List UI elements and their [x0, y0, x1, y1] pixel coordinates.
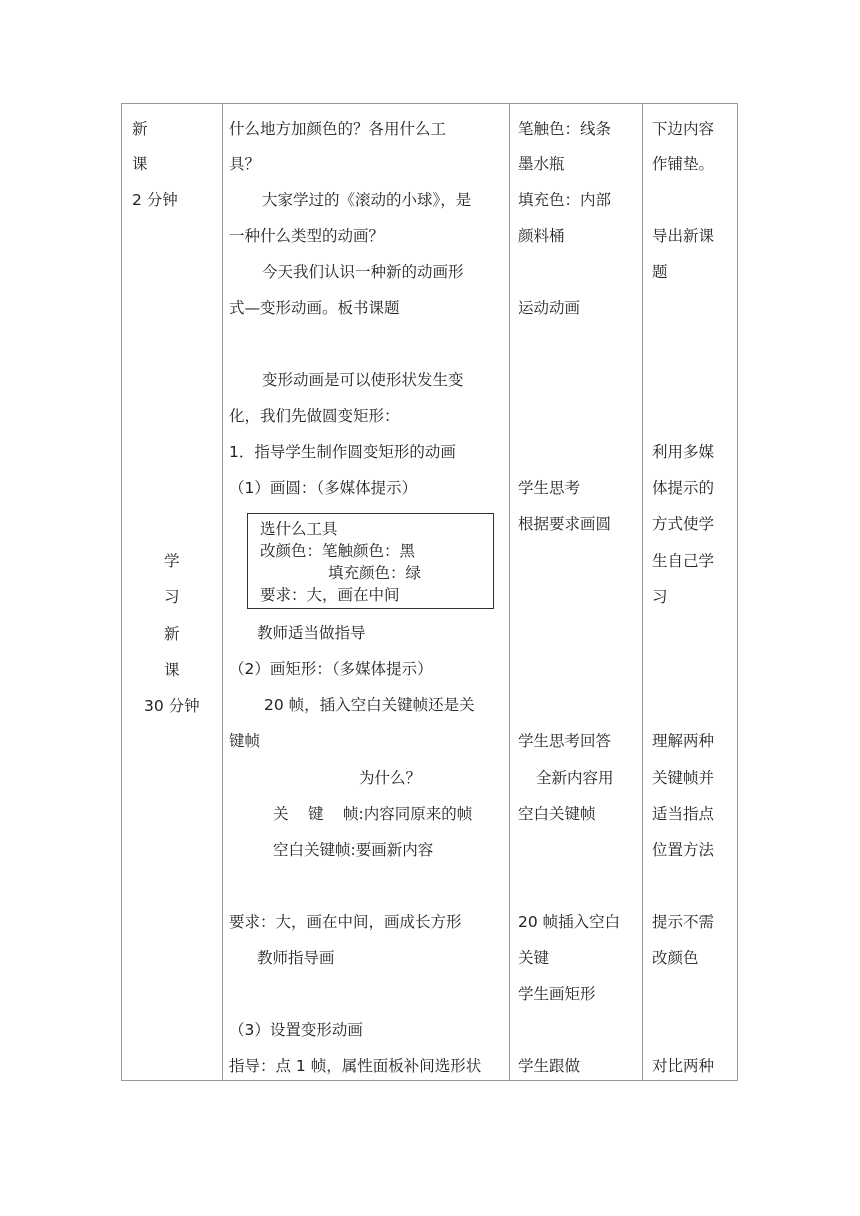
teacher-text: 今天我们认识一种新的动画形 — [262, 263, 464, 281]
column-divider — [642, 104, 643, 1080]
column-divider — [222, 104, 223, 1080]
intent-text: 提示不需 — [652, 913, 715, 931]
hint-line: 要求：大，画在中间 — [260, 586, 400, 604]
teacher-text: 键 — [308, 805, 324, 823]
intent-text: 体提示的 — [652, 479, 715, 497]
student-text: 运动动画 — [518, 299, 581, 317]
student-text: 学生跟做 — [518, 1057, 581, 1075]
teacher-text: 要求：大，画在中间，画成长方形 — [229, 913, 462, 931]
teacher-text: （1）画圆：（多媒体提示） — [229, 479, 418, 497]
intent-text: 生自己学 — [652, 552, 715, 570]
teacher-text: 教师适当做指导 — [257, 624, 366, 642]
hint-line: 填充颜色：绿 — [328, 564, 422, 582]
teacher-text: 键帧 — [229, 732, 261, 750]
intent-text: 下边内容 — [652, 120, 715, 138]
intent-text: 习 — [652, 588, 668, 606]
teacher-text: 关 — [273, 805, 289, 823]
stage-char: 新 — [132, 120, 148, 138]
student-text: 空白关键帧 — [518, 805, 596, 823]
teacher-text: 教师指导画 — [257, 949, 335, 967]
stage-char: 习 — [164, 588, 180, 606]
intent-text: 导出新课 — [652, 227, 715, 245]
student-text: 填充色：内部 — [518, 191, 612, 209]
intent-text: 改颜色 — [652, 949, 699, 967]
intent-text: 利用多媒 — [652, 443, 715, 461]
intent-text: 方式使学 — [652, 515, 715, 533]
student-text: 学生思考回答 — [518, 732, 612, 750]
hint-line: 选什么工具 — [260, 520, 338, 538]
intent-text: 理解两种 — [652, 732, 715, 750]
student-text: 20 帧插入空白 — [518, 913, 621, 931]
student-text: 墨水瓶 — [518, 155, 565, 173]
teacher-text: （2）画矩形：（多媒体提示） — [229, 660, 433, 678]
teacher-text: 帧:内容同原来的帧 — [343, 805, 473, 823]
teacher-text: 化，我们先做圆变矩形： — [229, 407, 400, 425]
intent-text: 作铺垫。 — [652, 155, 715, 173]
teacher-text: 什么地方加颜色的？各用什么工 — [229, 120, 447, 138]
stage-char: 课 — [164, 661, 180, 679]
student-text: 笔触色：线条 — [518, 120, 612, 138]
student-text: 学生思考 — [518, 479, 581, 497]
lesson-plan-table — [121, 103, 738, 1081]
student-text: 颜料桶 — [518, 227, 565, 245]
student-text: 全新内容用 — [536, 769, 614, 787]
student-text: 学生画矩形 — [518, 985, 596, 1003]
teacher-text: 变形动画是可以使形状发生变 — [262, 371, 464, 389]
teacher-text: 式—变形动画。板书课题 — [229, 299, 400, 317]
intent-text: 关键帧并 — [652, 769, 715, 787]
teacher-text: （3）设置变形动画 — [229, 1021, 363, 1039]
column-divider — [509, 104, 510, 1080]
stage-time: 30 分钟 — [144, 697, 200, 715]
teacher-text: 指导：点 1 帧，属性面板补间选形状 — [229, 1057, 482, 1075]
teacher-text: 大家学过的《滚动的小球》，是 — [262, 191, 472, 209]
intent-text: 题 — [652, 263, 668, 281]
stage-char: 课 — [132, 155, 148, 173]
teacher-text: 1．指导学生制作圆变矩形的动画 — [229, 443, 456, 461]
teacher-text: 一种什么类型的动画？ — [229, 227, 385, 245]
teacher-text: 为什么？ — [359, 769, 422, 787]
hint-line: 改颜色：笔触颜色：黑 — [260, 542, 416, 560]
teacher-text: 空白关键帧:要画新内容 — [273, 841, 434, 859]
hint-box — [247, 513, 494, 609]
stage-time: 2 分钟 — [132, 191, 178, 209]
stage-char: 新 — [164, 625, 180, 643]
intent-text: 对比两种 — [652, 1057, 715, 1075]
student-text: 关键 — [518, 949, 550, 967]
intent-text: 位置方法 — [652, 841, 715, 859]
teacher-text: 20 帧，插入空白关键帧还是关 — [264, 696, 475, 714]
intent-text: 适当指点 — [652, 805, 715, 823]
student-text: 根据要求画圆 — [518, 515, 612, 533]
teacher-text: 具？ — [229, 155, 261, 173]
stage-char: 学 — [164, 552, 180, 570]
